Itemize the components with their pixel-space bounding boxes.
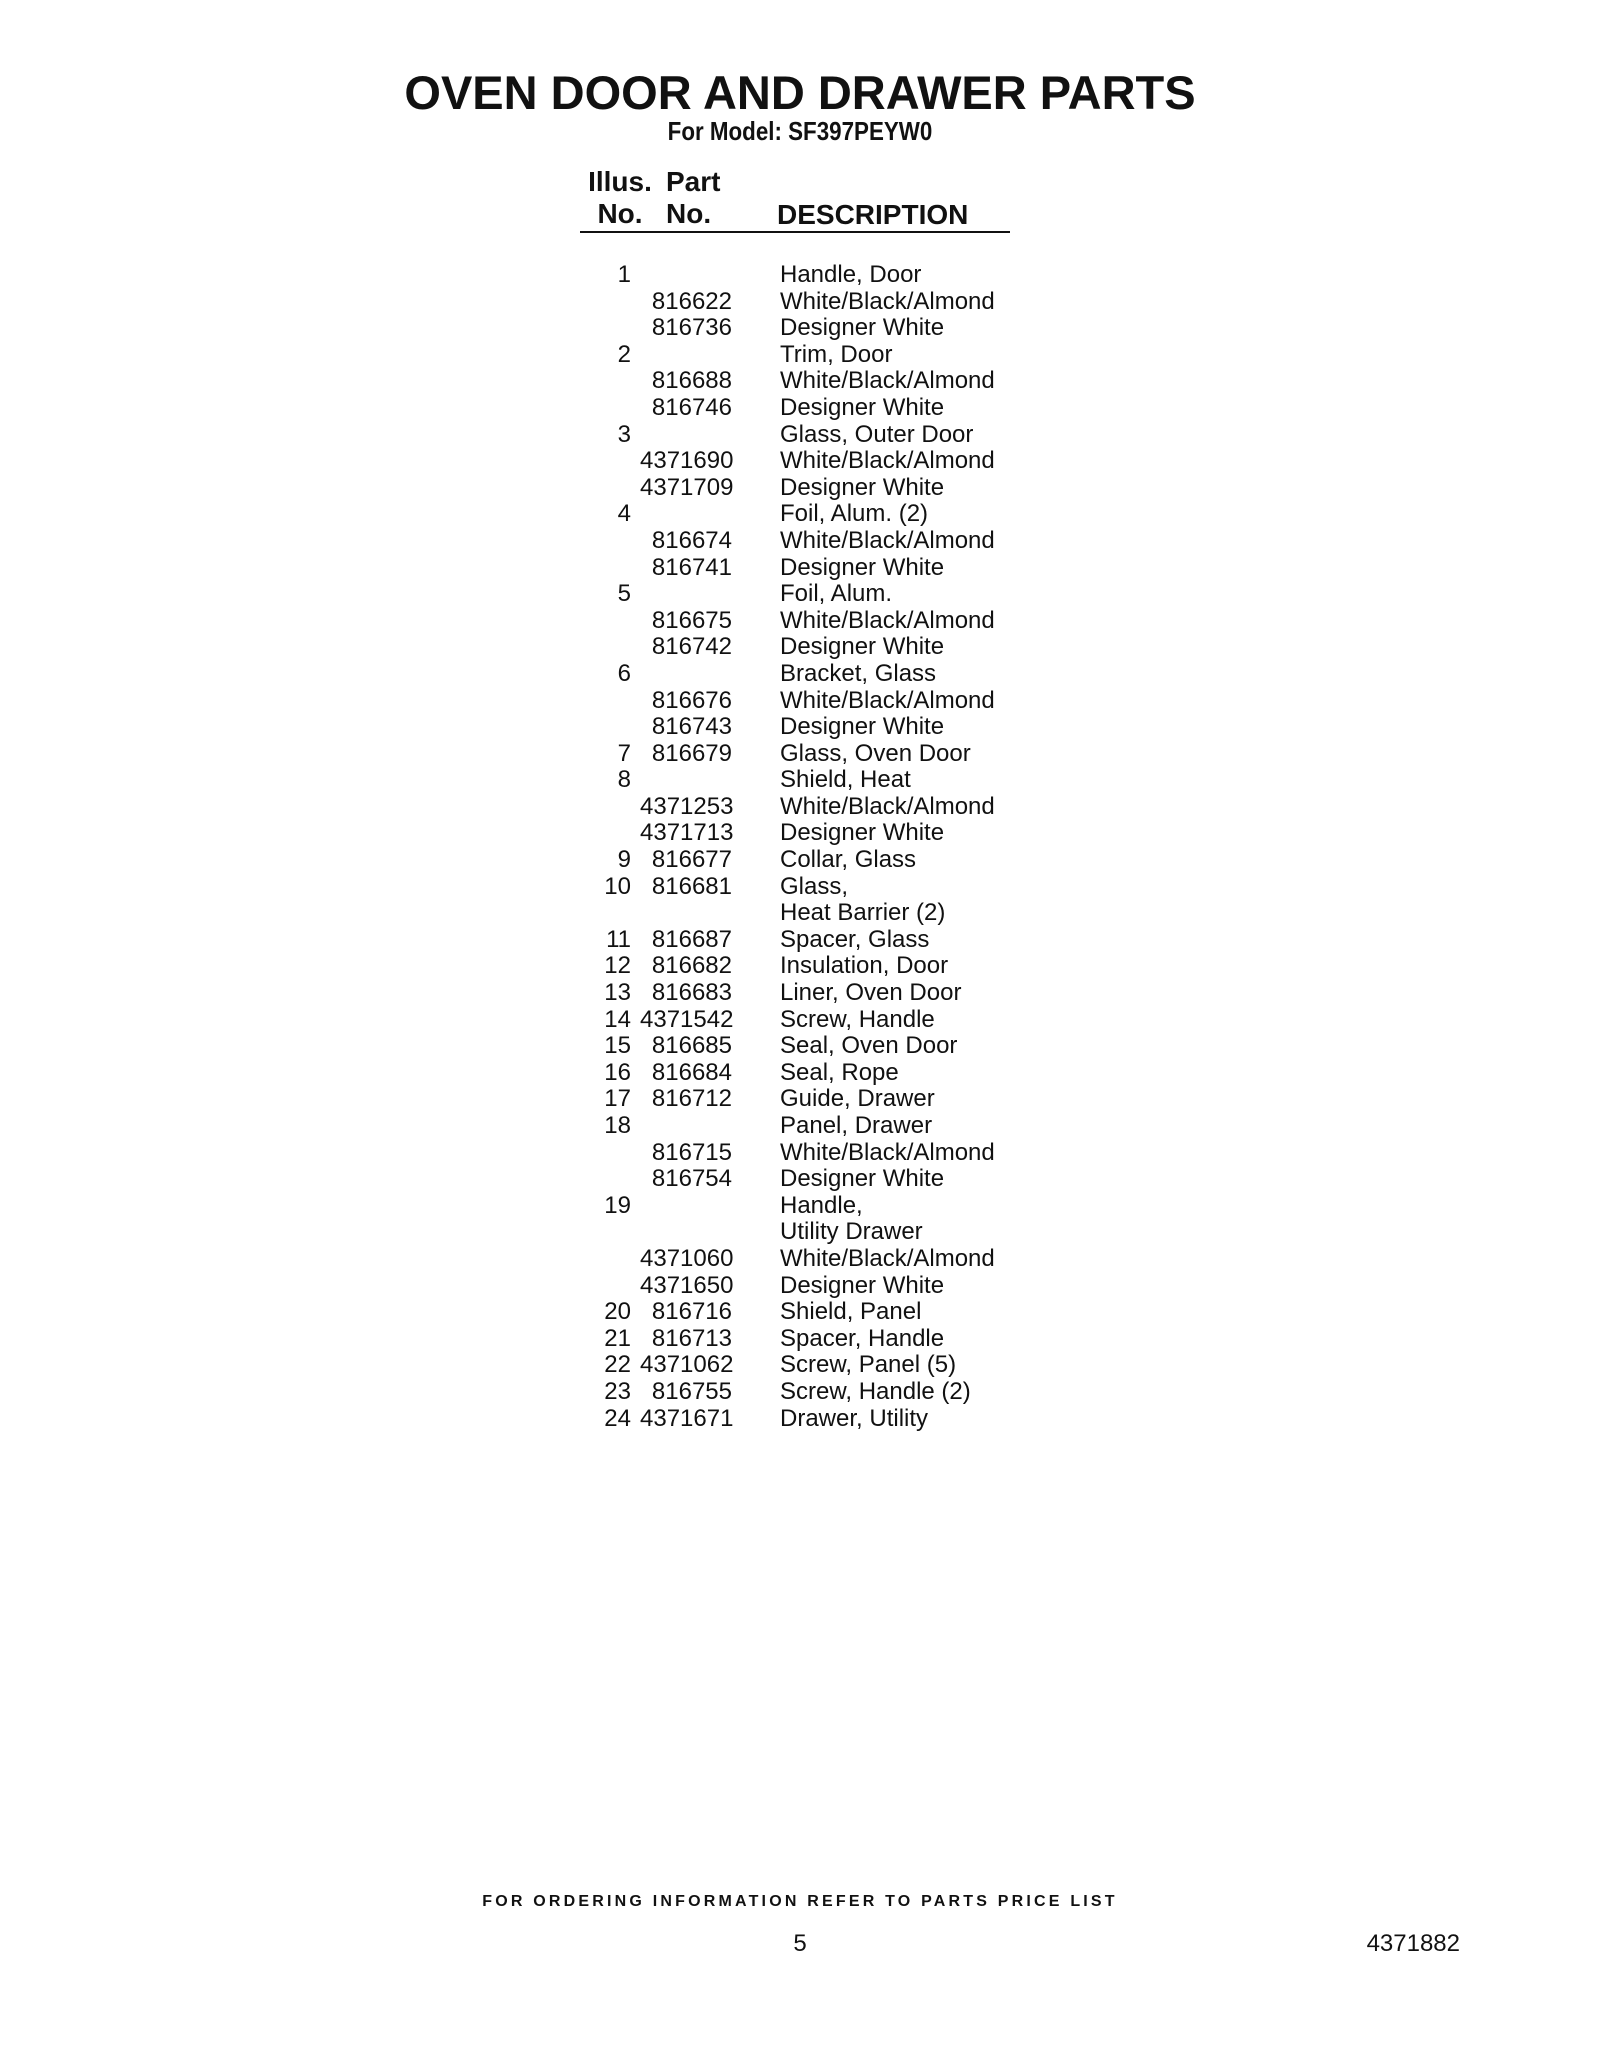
part-no-cell: 816742: [651, 633, 732, 661]
description-cell: Screw, Handle (2): [780, 1377, 971, 1405]
table-row: [580, 847, 1100, 874]
table-row: [580, 608, 1100, 635]
table-row: [580, 741, 1100, 768]
illus-no-cell: 5: [617, 580, 631, 608]
description-cell: Seal, Oven Door: [780, 1032, 958, 1060]
illus-no-cell: 17: [604, 1085, 631, 1113]
description-cell: Panel, Drawer: [780, 1112, 933, 1139]
table-row: [580, 1273, 1100, 1300]
description-cell: White/Black/Almond: [780, 686, 995, 714]
table-row: [580, 342, 1100, 369]
illus-header-line2: No.: [597, 198, 643, 229]
description-header: DESCRIPTION: [777, 199, 969, 230]
illus-no-cell: 4: [617, 500, 631, 528]
table-row: [580, 1219, 1100, 1246]
illus-no-cell: 9: [617, 846, 631, 874]
table-row: [580, 289, 1100, 316]
part-no-cell: 816715: [651, 1138, 732, 1166]
description-cell: White/Black/Almond: [780, 792, 995, 820]
part-no-cell: 816675: [651, 606, 732, 634]
table-row: [580, 1033, 1100, 1060]
illus-no-cell: 22: [604, 1351, 631, 1379]
illus-no-cell: 13: [604, 979, 631, 1007]
description-cell: Collar, Glass: [780, 846, 917, 874]
description-cell: White/Black/Almond: [780, 367, 995, 395]
description-cell: Drawer, Utility: [780, 1404, 929, 1432]
description-cell: Guide, Drawer: [780, 1085, 935, 1113]
part-no-cell: 4371713: [640, 819, 734, 847]
illus-no-cell: 24: [604, 1404, 631, 1432]
description-cell: White/Black/Almond: [780, 447, 995, 475]
table-row: [580, 1060, 1100, 1087]
part-no-cell: 4371690: [640, 447, 734, 475]
description-cell: Designer White: [780, 713, 945, 741]
description-cell: Screw, Panel (5): [780, 1351, 957, 1379]
illus-no-cell: 18: [604, 1112, 631, 1139]
table-row: [580, 1193, 1100, 1220]
header-divider: [580, 231, 1010, 233]
table-row: [580, 475, 1100, 502]
description-cell: Trim, Door: [780, 340, 893, 368]
description-cell: Utility Drawer: [780, 1218, 923, 1246]
table-row: [580, 528, 1100, 555]
table-row: [580, 874, 1100, 901]
description-cell: Designer White: [780, 393, 945, 421]
description-cell: Glass, Outer Door: [780, 420, 974, 448]
description-cell: Handle,: [780, 1191, 863, 1219]
description-cell: Designer White: [780, 473, 945, 501]
table-row: [580, 1379, 1100, 1406]
part-header-line2: No.: [666, 198, 712, 229]
description-cell: Designer White: [780, 633, 945, 661]
description-cell: Screw, Handle: [780, 1005, 935, 1033]
illus-no-cell: 2: [617, 340, 631, 368]
illus-no-cell: 12: [604, 952, 631, 980]
illus-no-cell: 7: [617, 739, 631, 767]
table-row: [580, 953, 1100, 980]
description-cell: Spacer, Handle: [780, 1324, 945, 1352]
illus-no-cell: 11: [606, 925, 631, 953]
description-cell: Handle, Door: [780, 261, 922, 288]
table-row: [580, 315, 1100, 342]
illus-no-cell: 3: [617, 420, 631, 448]
table-row: [580, 1166, 1100, 1193]
description-cell: Designer White: [780, 819, 945, 847]
description-cell: Shield, Panel: [780, 1298, 922, 1326]
table-row: [580, 1246, 1100, 1273]
illus-no-cell: 23: [604, 1377, 631, 1405]
table-row: [580, 767, 1100, 794]
part-no-cell: 816746: [651, 393, 732, 421]
illus-no-cell: 16: [604, 1058, 631, 1086]
part-no-cell: 816736: [651, 314, 732, 342]
description-cell: Designer White: [780, 553, 945, 581]
part-no-cell: 816681: [651, 872, 732, 900]
document-number: 4371882: [1366, 1930, 1460, 1957]
table-row: [580, 1140, 1100, 1167]
part-no-cell: 816754: [651, 1165, 732, 1193]
illus-no-cell: 21: [604, 1324, 631, 1352]
table-row: [580, 900, 1100, 927]
part-no-cell: 816716: [651, 1298, 732, 1326]
description-cell: Designer White: [780, 314, 945, 342]
description-cell: White/Black/Almond: [780, 1138, 995, 1166]
part-no-cell: 4371542: [640, 1005, 734, 1033]
ordering-note: FOR ORDERING INFORMATION REFER TO PARTS PRICE LIST: [482, 1893, 1118, 1910]
page-title: OVEN DOOR AND DRAWER PARTS: [404, 66, 1196, 119]
description-cell: White/Black/Almond: [780, 287, 995, 315]
part-no-cell: 816679: [651, 739, 732, 767]
part-no-cell: 816712: [651, 1085, 732, 1113]
table-row: [580, 1007, 1100, 1034]
part-no-cell: 816674: [651, 526, 732, 554]
illus-no-header: [580, 166, 660, 230]
part-no-cell: 4371671: [640, 1404, 734, 1432]
table-row: [580, 1113, 1100, 1140]
description-cell: Insulation, Door: [780, 952, 949, 980]
part-no-cell: 816684: [651, 1058, 732, 1086]
description-cell: Bracket, Glass: [780, 659, 937, 687]
description-cell: Glass, Oven Door: [780, 739, 971, 767]
description-cell: White/Black/Almond: [780, 606, 995, 634]
description-cell: Foil, Alum. (2): [780, 500, 929, 528]
illus-header-line1: Illus.: [588, 166, 652, 197]
description-cell: Designer White: [780, 1271, 945, 1299]
part-no-cell: 816677: [651, 846, 732, 874]
description-cell: White/Black/Almond: [780, 526, 995, 554]
table-row: [580, 927, 1100, 954]
table-row: [580, 794, 1100, 821]
model-subtitle: For Model: SF397PEYW0: [667, 116, 933, 146]
illus-no-cell: 20: [604, 1298, 631, 1326]
table-row: [580, 581, 1100, 608]
part-no-cell: 816682: [651, 952, 732, 980]
part-no-cell: 816687: [651, 925, 732, 953]
table-row: [580, 820, 1100, 847]
table-row: [580, 395, 1100, 422]
table-row: [580, 368, 1100, 395]
illus-no-cell: 6: [617, 659, 631, 687]
table-row: [580, 714, 1100, 741]
description-cell: Glass,: [780, 872, 849, 900]
table-row: [580, 555, 1100, 582]
part-no-cell: 816622: [651, 287, 732, 315]
illus-no-cell: 10: [604, 872, 631, 900]
part-no-cell: 816713: [651, 1324, 732, 1352]
table-row: [580, 634, 1100, 661]
description-cell: Heat Barrier (2): [780, 899, 946, 927]
part-no-cell: 816685: [651, 1032, 732, 1060]
part-no-cell: 816741: [651, 553, 732, 581]
table-row: [580, 422, 1100, 449]
table-row: [580, 1406, 1100, 1433]
description-cell: Spacer, Glass: [780, 925, 930, 953]
illus-no-cell: 15: [604, 1032, 631, 1060]
table-row: [580, 980, 1100, 1007]
description-cell: White/Black/Almond: [780, 1244, 995, 1272]
description-cell: Liner, Oven Door: [780, 979, 962, 1007]
description-cell: Shield, Heat: [780, 766, 911, 794]
illus-no-cell: 8: [617, 766, 631, 794]
description-cell: Seal, Rope: [780, 1058, 899, 1086]
table-row: [580, 688, 1100, 715]
part-no-cell: 816743: [651, 713, 732, 741]
illus-no-cell: 1: [617, 261, 631, 288]
table-row: [580, 262, 1100, 289]
part-no-cell: 4371060: [640, 1244, 734, 1272]
parts-list: [580, 262, 1100, 1432]
description-cell: Foil, Alum.: [780, 580, 893, 608]
page-number: 5: [793, 1930, 807, 1957]
part-no-cell: 4371062: [640, 1351, 734, 1379]
table-row: [580, 1299, 1100, 1326]
illus-no-cell: 14: [604, 1005, 631, 1033]
table-row: [580, 1352, 1100, 1379]
part-no-cell: 4371709: [640, 473, 734, 501]
part-no-cell: 816755: [651, 1377, 732, 1405]
part-no-cell: 4371253: [640, 792, 734, 820]
table-row: [580, 1326, 1100, 1353]
description-cell: Designer White: [780, 1165, 945, 1193]
table-row: [580, 1086, 1100, 1113]
part-no-header: [666, 166, 720, 230]
table-row: [580, 661, 1100, 688]
table-row: [580, 448, 1100, 475]
part-no-cell: 816676: [651, 686, 732, 714]
table-row: [580, 501, 1100, 528]
part-no-cell: 816683: [651, 979, 732, 1007]
part-no-cell: 816688: [651, 367, 732, 395]
part-header-line1: Part: [666, 166, 721, 197]
part-no-cell: 4371650: [640, 1271, 734, 1299]
illus-no-cell: 19: [604, 1191, 631, 1219]
